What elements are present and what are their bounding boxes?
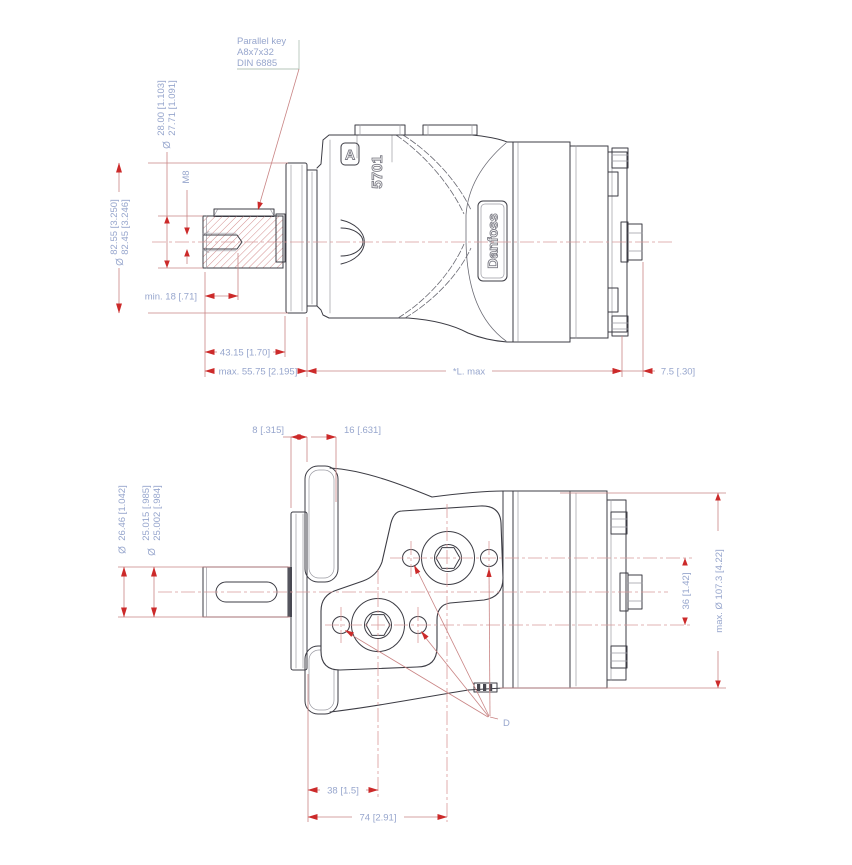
- dim-flange-dia-2: 82.45 [3.246]: [120, 199, 131, 255]
- dia-symbol: Ø: [117, 546, 129, 554]
- dim-plug-length: 7.5 [.30]: [660, 366, 696, 378]
- dim-shaft-dia-b1: 25.015 [.985]: [141, 485, 152, 541]
- parallel-key-section: [214, 209, 274, 217]
- dim-flange-thickness: 8 [.315]: [252, 425, 284, 436]
- danfoss-nameplate: [478, 201, 507, 281]
- dim-shaft-length: 43.15 [1.70]: [219, 347, 271, 359]
- dim-body-dia: max. Ø 107.3 [4.22]: [714, 549, 725, 633]
- dim-pilot-length: 16 [.631]: [344, 425, 381, 436]
- danfoss-logo: Danfoss: [484, 213, 501, 269]
- dim-flange-dia-1: 82.55 [3.250]: [109, 199, 120, 255]
- motor-side-outline: [203, 125, 642, 342]
- end-cap-bolt-bottom: [611, 646, 627, 668]
- dia-symbol: Ø: [162, 141, 173, 149]
- port-boss: [423, 125, 477, 135]
- dim-body-length: *L. max: [452, 366, 486, 378]
- note-line-1: Parallel key: [237, 36, 287, 47]
- dim-hole-dist-1: 38 [1.5]: [327, 785, 359, 797]
- end-cap-bolt-top: [612, 148, 628, 168]
- end-cap-bolt-top: [611, 512, 627, 534]
- dim-shaft-dia-b2: 25.002 [.984]: [152, 485, 163, 541]
- waist-curve: [396, 135, 464, 214]
- flange-ear-top: [305, 466, 338, 582]
- port-a-label: A: [344, 146, 356, 163]
- dim-thread-m8: M8: [181, 170, 192, 184]
- dim-hole-dist-2: 74 [2.91]: [359, 812, 397, 824]
- bottom-view: [117, 425, 726, 824]
- housing-bottom-profile: [317, 306, 507, 342]
- drain-hole-label: D: [503, 718, 510, 729]
- end-cap-bolt-bottom: [612, 316, 628, 336]
- dim-port-row-spacing: 36 [1.42]: [681, 572, 692, 610]
- housing-top-profile: [330, 468, 503, 497]
- note-line-3: DIN 6885: [237, 58, 278, 69]
- port-boss: [355, 125, 405, 135]
- parallel-key-note: [237, 36, 299, 210]
- code-5701: 5701: [369, 155, 386, 189]
- dia-symbol: Ø: [115, 258, 126, 266]
- top-view: [109, 36, 695, 378]
- dim-shaft-total: max. 55.75 [2.195]: [218, 366, 298, 378]
- note-line-2: A8x7x32: [237, 47, 274, 58]
- waist-curve: [398, 244, 464, 318]
- dia-symbol: Ø: [147, 548, 158, 556]
- motor-port-face-outline: [203, 466, 642, 714]
- mounting-flange: [286, 163, 307, 313]
- dim-shaft-dia-1: 28.00 [1.103]: [156, 80, 167, 136]
- dim-shaft-dia-2: 27.71 [1.091]: [167, 80, 178, 136]
- dim-shaft-dia-a: 26.46 [1.042]: [117, 485, 128, 541]
- dim-thread-depth: min. 18 [.71]: [144, 291, 197, 303]
- valve-face: [321, 506, 503, 670]
- waist-curve: [405, 248, 471, 318]
